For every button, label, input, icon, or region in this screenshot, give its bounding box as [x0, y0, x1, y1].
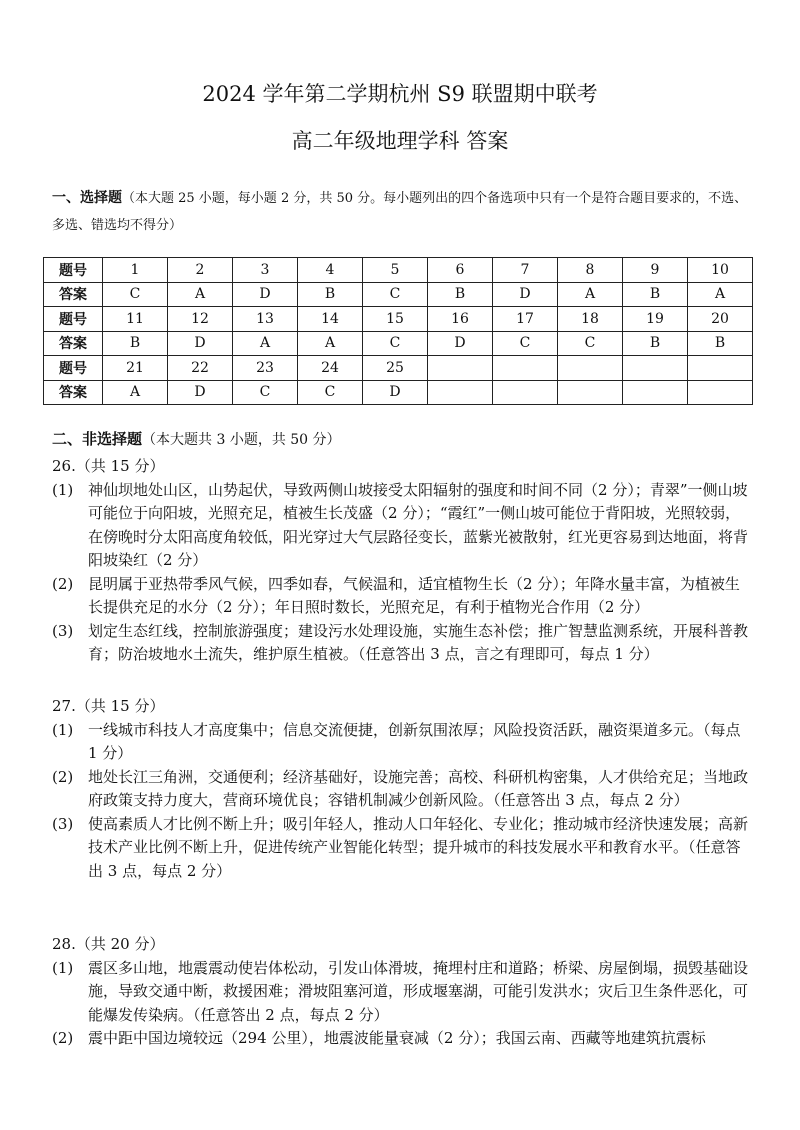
question-26-items: [52, 479, 752, 667]
answer-item-text: 震中距中国边境较远（294 公里），地震波能量衰减（2 分）；我国云南、西藏等地建筑抗震标: [88, 1029, 706, 1047]
answer-table-cell: C: [363, 331, 428, 356]
answer-table-cell: [493, 380, 558, 405]
answer-table-cell: B: [103, 331, 168, 356]
answer-table-cell: [428, 380, 493, 405]
answer-table-cell: A: [298, 331, 363, 356]
question-28-items: [52, 957, 752, 1051]
answer-table-cell: D: [428, 331, 493, 356]
answer-table-cell: 22: [168, 356, 233, 381]
answer-table-cell: 10: [688, 258, 753, 283]
answer-table-cell: A: [168, 282, 233, 307]
answer-table-cell: 11: [103, 307, 168, 332]
answer-table-cell: 14: [298, 307, 363, 332]
section2-heading: 二、非选择题: [52, 430, 143, 448]
answer-table-cell: D: [363, 380, 428, 405]
question-26-header: 26.（共 15 分）: [52, 457, 165, 475]
section2-description: （本大题共 3 小题，共 50 分）: [142, 432, 341, 448]
answer-table-cell: B: [623, 282, 688, 307]
answer-item-text: 划定生态红线，控制旅游强度；建设污水处理设施，实施生态补偿；推广智慧监测系统，开展科普教育；防治坡地水土流失，维护原生植被。（任意答出 3 点，言之有理即可，每点 1 分）: [88, 621, 749, 663]
answer-table-cell: C: [493, 331, 558, 356]
answer-item-number: (3): [52, 621, 74, 640]
answer-table-cell: A: [233, 331, 298, 356]
answer-table-cell: 9: [623, 258, 688, 283]
answer-table-cell: [558, 356, 623, 381]
answer-table-row-header: 答案: [44, 380, 103, 405]
answer-item: [52, 1027, 752, 1051]
answer-table-cell: 3: [233, 258, 298, 283]
answer-table-cell: [493, 356, 558, 381]
answer-table-cell: D: [168, 380, 233, 405]
answer-table-cell: A: [688, 282, 753, 307]
answer-table-cell: C: [363, 282, 428, 307]
answer-table: [43, 257, 753, 405]
answer-table-cell: D: [168, 331, 233, 356]
answer-table-row-header: 题号: [44, 307, 103, 332]
answer-table-cell: 13: [233, 307, 298, 332]
answer-item-number: (2): [52, 1029, 74, 1047]
answer-table-cell: C: [233, 380, 298, 405]
answer-item: [52, 573, 752, 620]
answer-table-cell: [623, 380, 688, 405]
question-28: [52, 933, 752, 1051]
answer-table-cell: 21: [103, 356, 168, 381]
answer-table-cell: 20: [688, 307, 753, 332]
answer-table-row-header: 答案: [44, 331, 103, 356]
answer-table-cell: 1: [103, 258, 168, 283]
answer-table-row: [44, 258, 753, 283]
answer-table-cell: C: [558, 331, 623, 356]
answer-table-cell: B: [298, 282, 363, 307]
question-26: [52, 455, 752, 667]
answer-table-cell: 19: [623, 307, 688, 332]
answer-table-row: [44, 356, 753, 381]
answer-table-cell: D: [233, 282, 298, 307]
answer-item-number: (3): [52, 814, 74, 833]
answer-table-cell: 23: [233, 356, 298, 381]
answer-table-cell: A: [558, 282, 623, 307]
answer-item-number: (2): [52, 767, 74, 786]
answer-table-cell: [688, 380, 753, 405]
answer-table-cell: 2: [168, 258, 233, 283]
answer-table-row: [44, 331, 753, 356]
answer-table-row: [44, 307, 753, 332]
answer-table-cell: [688, 356, 753, 381]
answer-table-cell: A: [103, 380, 168, 405]
answer-table-cell: C: [298, 380, 363, 405]
answer-table-cell: 18: [558, 307, 623, 332]
answer-table-cell: D: [493, 282, 558, 307]
question-27: [52, 695, 752, 883]
answer-table-cell: 25: [363, 356, 428, 381]
answer-item-text: 震区多山地，地震震动使岩体松动，引发山体滑坡，掩埋村庄和道路；桥梁、房屋倒塌，损毁基础设施，导致交通中断，救援困难；滑坡阻塞河道，形成堰塞湖，可能引发洪水；灾后卫生条件恶化，可能爆发传染病。（任意答出 2 点，每点 2 分）: [88, 958, 749, 1024]
answer-item-text: 使高素质人才比例不断上升；吸引年轻人，推动人口年轻化、专业化；推动城市经济快速发展；高新技术产业比例不断上升，促进传统产业智能化转型；提升城市的科技发展水平和教育水平。（任意答出 3 点，每点 2 分）: [88, 814, 749, 880]
question-27-header: 27.（共 15 分）: [52, 697, 165, 715]
question-27-items: [52, 719, 752, 884]
answer-table-cell: 4: [298, 258, 363, 283]
answer-table-cell: 24: [298, 356, 363, 381]
answer-table-cell: 5: [363, 258, 428, 283]
answer-item: [52, 957, 752, 1028]
answer-table-cell: [558, 380, 623, 405]
answer-item-number: (2): [52, 574, 74, 593]
answer-item: [52, 620, 752, 667]
answer-table-cell: B: [428, 282, 493, 307]
answer-table-cell: 8: [558, 258, 623, 283]
answer-table-cell: B: [688, 331, 753, 356]
answer-item-number: (1): [52, 720, 74, 739]
answer-table-row: [44, 380, 753, 405]
answer-item: [52, 719, 752, 766]
answer-table-cell: 15: [363, 307, 428, 332]
answer-item-text: 地处长江三角洲，交通便利；经济基础好，设施完善；高校、科研机构密集，人才供给充足；当地政府政策支持力度大，营商环境优良；容错机制减少创新风险。（任意答出 3 点，每点 2 分）: [88, 767, 749, 809]
section1-heading: 一、选择题: [52, 190, 122, 206]
answer-item-text: 昆明属于亚热带季风气候，四季如春，气候温和，适宜植物生长（2 分）；年降水量丰富，为植被生长提供充足的水分（2 分）；年日照时数长，光照充足，有利于植物光合作用（2 分）: [88, 574, 740, 616]
section1-description: （本大题 25 小题，每小题 2 分，共 50 分。每小题列出的四个备选项中只有一个是符合题目要求的，不选、多选、错选均不得分）: [52, 191, 748, 233]
answer-table-cell: [428, 356, 493, 381]
answer-item: [52, 813, 752, 884]
answer-table-cell: B: [623, 331, 688, 356]
document-title: 2024 学年第二学期杭州 S9 联盟期中联考: [202, 82, 598, 106]
answer-item-text: 一线城市科技人才高度集中；信息交流便捷，创新氛围浓厚；风险投资活跃，融资渠道多元。（每点 1 分）: [88, 720, 741, 762]
answer-table-cell: 16: [428, 307, 493, 332]
answer-item: [52, 766, 752, 813]
answer-item-number: (1): [52, 480, 74, 499]
answer-table-row-header: 答案: [44, 282, 103, 307]
answer-table-row-header: 题号: [44, 356, 103, 381]
answer-table-cell: [623, 356, 688, 381]
answer-table-cell: 17: [493, 307, 558, 332]
answer-item-text: 神仙坝地处山区，山势起伏，导致两侧山坡接受太阳辐射的强度和时间不同（2 分）；青翠”一侧山坡可能位于向阳坡，光照充足，植被生长茂盛（2 分）；“霞红”一侧山坡可能位于背阳坡，光照较弱，在傍晚时分太阳高度角较低，阳光穿过大气层路径变长，蓝紫光被散射，红光更容易到达地面，将背阳坡染红（2 分）: [88, 480, 749, 569]
answer-item-number: (1): [52, 958, 74, 977]
answer-table-cell: 7: [493, 258, 558, 283]
answer-table-cell: 12: [168, 307, 233, 332]
answer-item: [52, 479, 752, 573]
document-subtitle: 高二年级地理学科 答案: [291, 129, 509, 153]
section2-intro: [52, 428, 752, 453]
section1-intro: [52, 185, 752, 239]
question-28-header: 28.（共 20 分）: [52, 935, 165, 953]
answer-table-cell: 6: [428, 258, 493, 283]
answer-table-row-header: 题号: [44, 258, 103, 283]
answer-table-cell: C: [103, 282, 168, 307]
answer-table-row: [44, 282, 753, 307]
